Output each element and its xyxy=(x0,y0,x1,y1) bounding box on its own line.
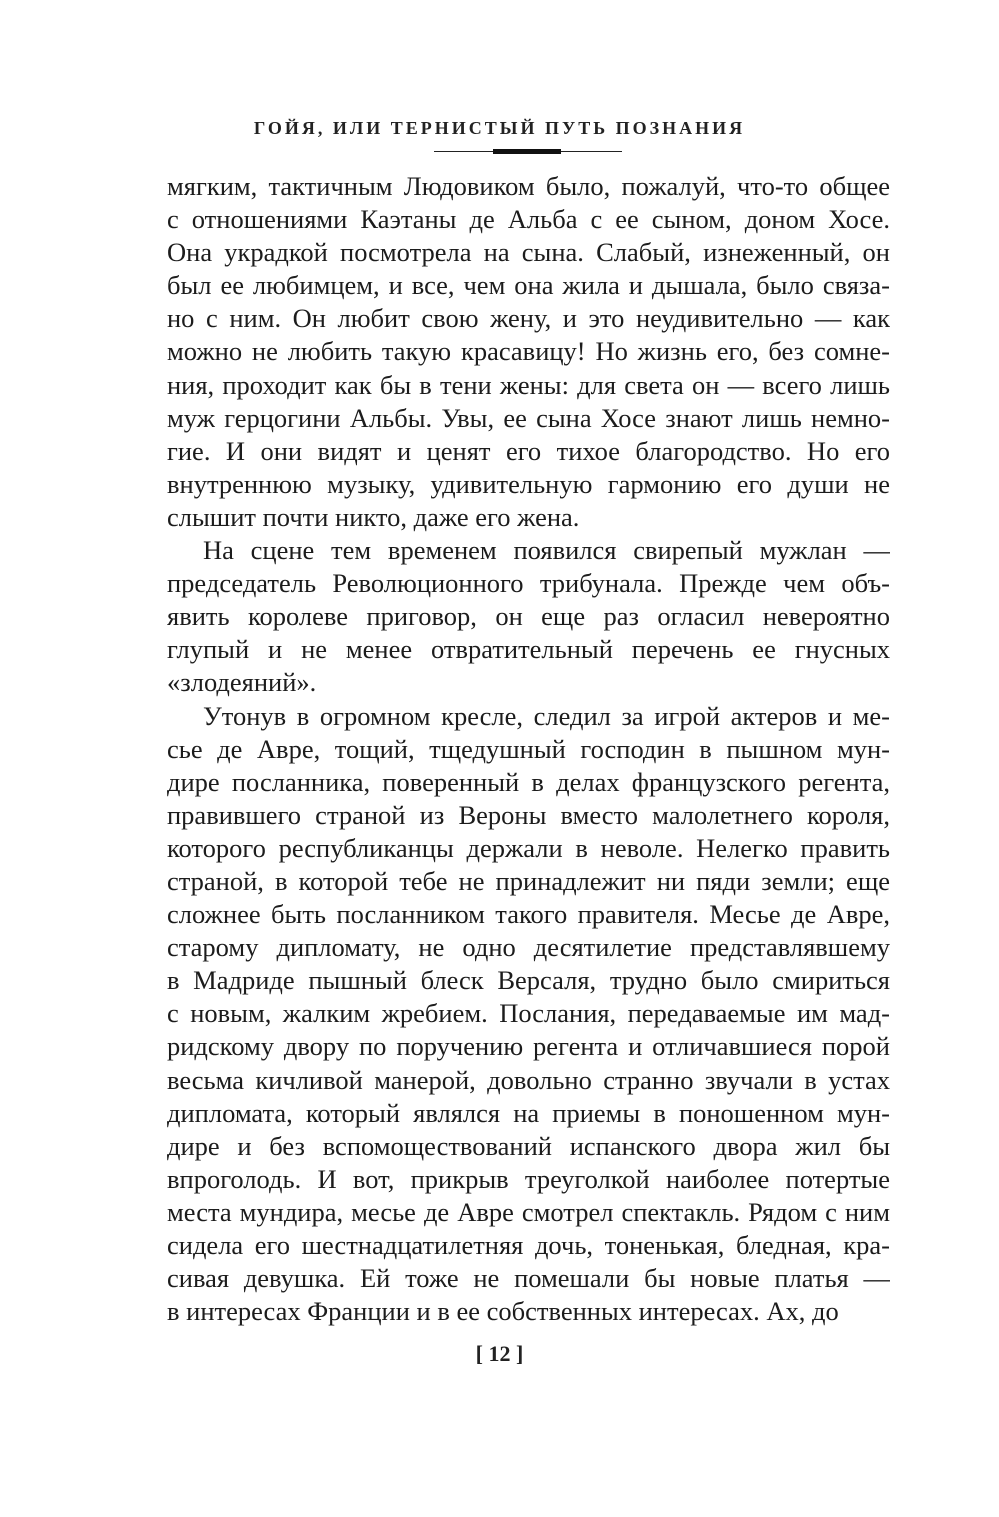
text-line: мягким, тактичным Людовиком было, пожалуй, что-то общее xyxy=(167,171,890,201)
text-line: гие. И они видят и ценят его тихое благородство. Но его xyxy=(167,435,890,466)
paragraph xyxy=(167,170,890,534)
text-line: сидела его шестнадцатилетняя дочь, тоненькая, бледная, кра- xyxy=(167,1230,890,1260)
text-line: слышит почти никто, даже его жена. xyxy=(167,501,580,532)
text-line: сье де Авре, тощий, тщедушный господин в пышном мун- xyxy=(167,733,890,764)
text-line: глупый и не менее отвратительный перечень ее гнусных xyxy=(167,634,890,665)
text-line: весьма кичливой манерой, довольно странно звучали в устах xyxy=(167,1064,890,1095)
text-line: ридскому двору по поручению регента и отличавшиеся порой xyxy=(167,1031,890,1062)
text-line: председатель Революционного трибунала. Прежде чем объ- xyxy=(167,568,890,599)
text-line: места мундира, месье де Авре смотрел спектакль. Рядом с ним xyxy=(167,1196,890,1227)
text-line: сложнее быть посланником такого правителя. Месье де Авре, xyxy=(167,899,890,930)
text-line: Утонув в огромном кресле, следил за игрой актеров и ме- xyxy=(203,700,890,731)
text-line: в интересах Франции и в ее собственных интересах. Ах, до xyxy=(167,1296,839,1327)
text-line: дипломата, который являлся на приемы в поношенном мун- xyxy=(167,1097,890,1128)
text-line: с отношениями Каэтаны де Альба с ее сыном, доном Хосе. xyxy=(167,204,890,235)
text-line: в Мадриде пышный блеск Версаля, трудно было смириться xyxy=(167,965,890,996)
text-line: дире посланника, поверенный в делах французского регента, xyxy=(167,766,890,797)
text-line: которого республиканцы держали в неволе. Нелегко править xyxy=(167,832,890,863)
page-number: [ 12 ] xyxy=(475,1341,524,1366)
text-line: Она украдкой посмотрела на сына. Слабый, изнеженный, он xyxy=(167,237,890,268)
text-line: с новым, жалким жребием. Послания, передаваемые им мад- xyxy=(167,998,890,1029)
text-line: явить королеве приговор, он еще раз огласил невероятно xyxy=(167,601,890,632)
text-line: ния, проходит как бы в тени жены: для света он — всего лишь xyxy=(167,369,890,400)
text-line: но с ним. Он любит свою жену, и это неудивительно — как xyxy=(167,303,890,334)
text-line: впроголодь. И вот, прикрыв треуголкой наиболее потертые xyxy=(167,1163,890,1194)
text-line: сивая девушка. Ей тоже не помешали бы новые платья — xyxy=(167,1263,890,1294)
text-line: можно не любить такую красавицу! Но жизнь его, без сомне- xyxy=(167,336,890,367)
text-line: дире и без вспомоществований испанского двора жил бы xyxy=(167,1130,890,1161)
running-head-rule-accent xyxy=(493,149,561,154)
text-line: страной, в которой тебе не принадлежит ни пяди земли; еще xyxy=(167,865,890,896)
running-head: ГОЙЯ, ИЛИ ТЕРНИСТЫЙ ПУТЬ ПОЗНАНИЯ xyxy=(253,118,746,138)
paragraph xyxy=(167,700,890,1329)
text-line: муж герцогини Альбы. Увы, ее сына Хосе знают лишь немно- xyxy=(167,402,890,433)
text-line: «злодеяний». xyxy=(167,667,317,698)
text-line: правившего страной из Вероны вместо малолетнего короля, xyxy=(167,799,890,830)
text-line: был ее любимцем, и все, чем она жила и дышала, было связа- xyxy=(167,270,890,301)
text-line: На сцене тем временем появился свирепый мужлан — xyxy=(203,535,890,566)
text-line: старому дипломату, не одно десятилетие представлявшему xyxy=(167,932,890,963)
body-text xyxy=(167,170,890,1328)
text-line: внутреннюю музыку, удивительную гармонию его души не xyxy=(167,468,890,499)
paragraph xyxy=(167,534,890,699)
